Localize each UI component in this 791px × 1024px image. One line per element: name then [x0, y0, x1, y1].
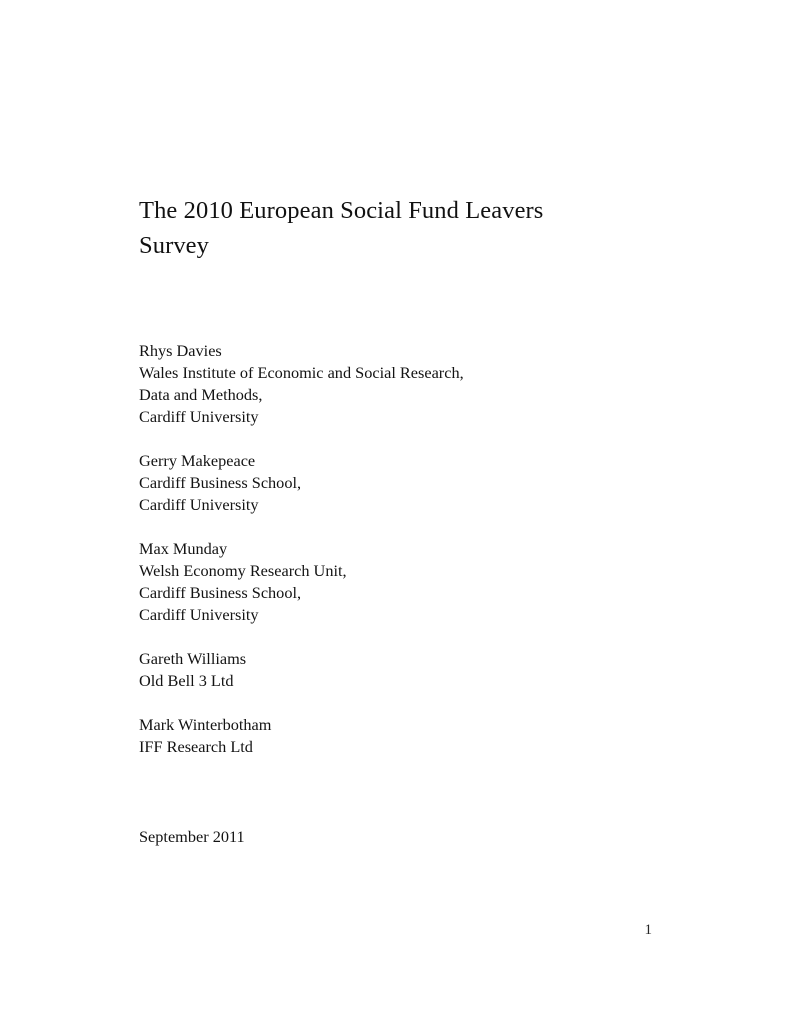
author-affiliation-line: Cardiff Business School,: [139, 473, 302, 492]
author-affiliation-line: Data and Methods,: [139, 385, 263, 404]
author-block: [139, 714, 659, 758]
author-block: [139, 450, 659, 516]
publication-date: September 2011: [139, 827, 245, 846]
author-name: Rhys Davies: [139, 341, 222, 360]
author-block: [139, 340, 659, 428]
author-list: [139, 340, 659, 758]
author-affiliation-line: Cardiff University: [139, 605, 259, 624]
author-name: Gareth Williams: [139, 649, 247, 668]
author-affiliation-line: IFF Research Ltd: [139, 737, 253, 756]
author-affiliation-line: Cardiff University: [139, 495, 259, 514]
author-affiliation-line: Old Bell 3 Ltd: [139, 671, 234, 690]
author-affiliation-line: Welsh Economy Research Unit,: [139, 561, 347, 580]
page-number: 1: [644, 922, 652, 938]
author-name: Gerry Makepeace: [139, 451, 256, 470]
author-affiliation-line: Cardiff University: [139, 407, 259, 426]
author-affiliation-line: Wales Institute of Economic and Social Research,: [139, 363, 464, 382]
author-affiliation-line: Cardiff Business School,: [139, 583, 302, 602]
author-name: Mark Winterbotham: [139, 715, 272, 734]
author-block: [139, 648, 659, 692]
page-title: The 2010 European Social Fund Leavers Survey: [139, 197, 544, 259]
author-block: [139, 538, 659, 626]
author-name: Max Munday: [139, 539, 228, 558]
